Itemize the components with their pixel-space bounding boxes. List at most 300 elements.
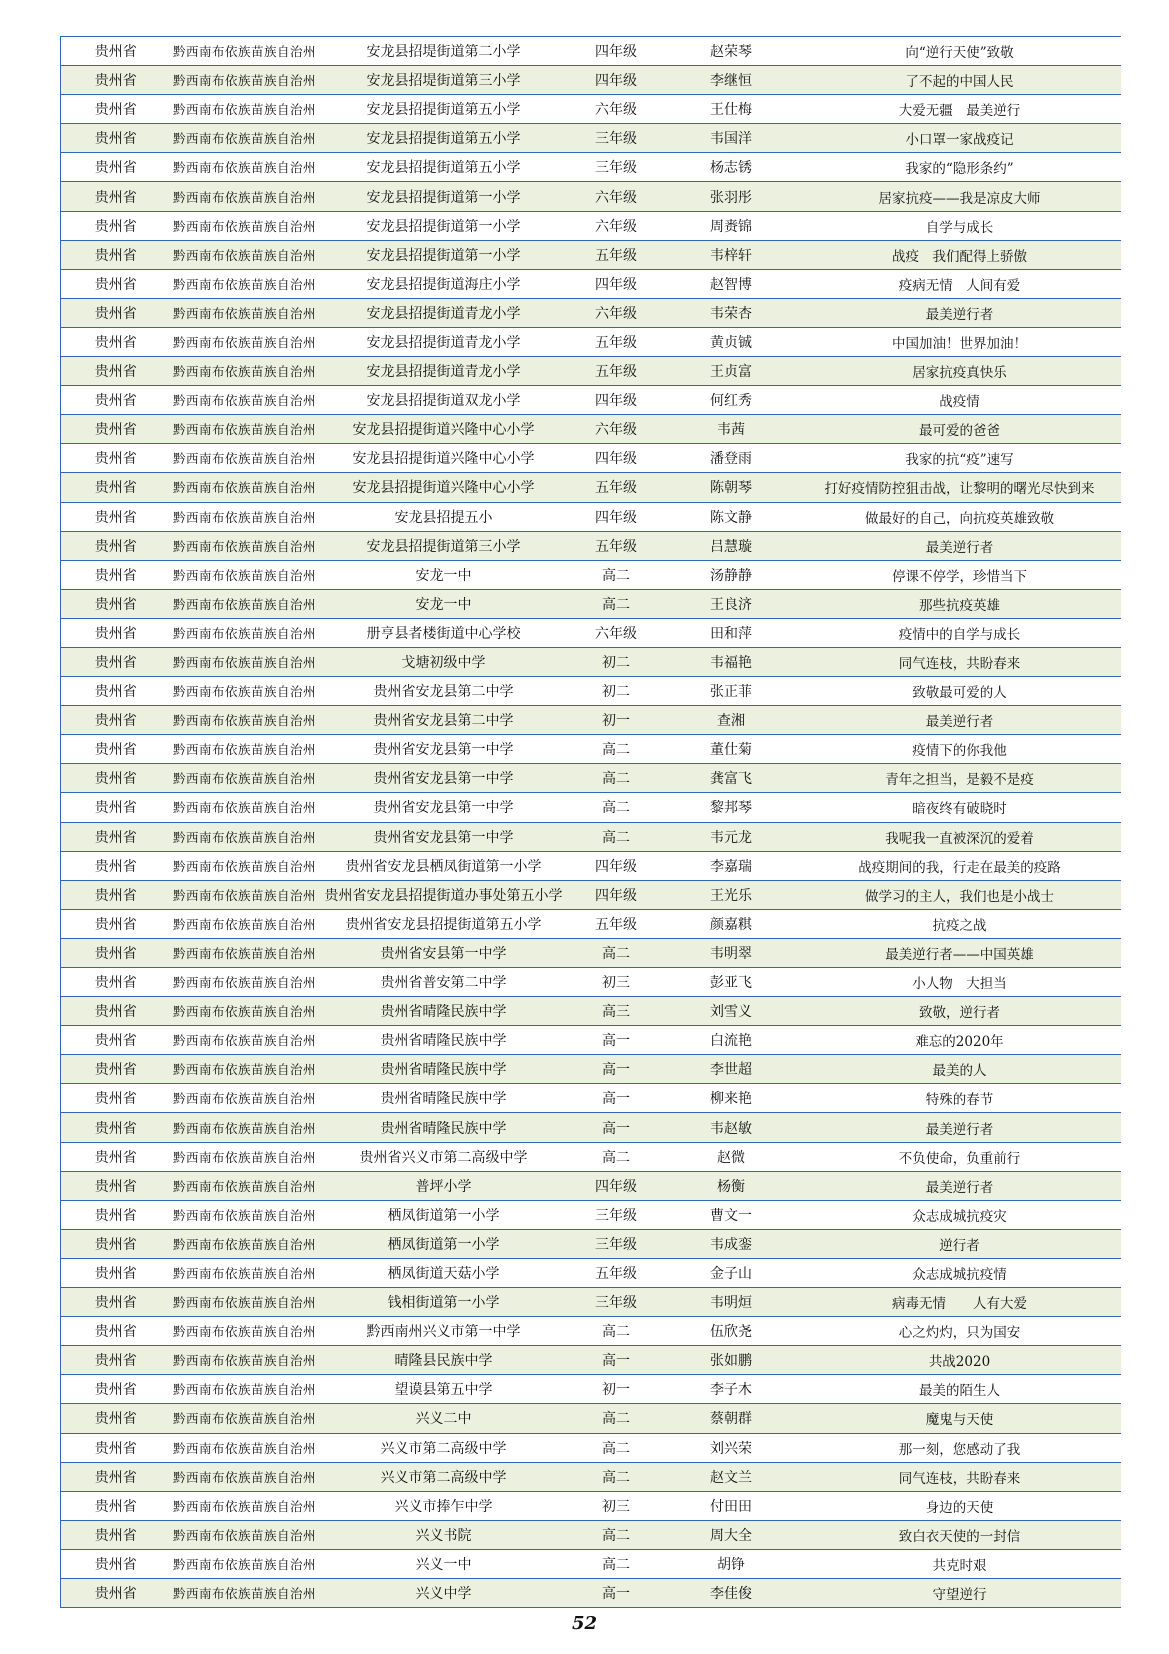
region-cell: 黔西南布依族苗族自治州	[171, 1520, 319, 1549]
essay-title-cell: 魔鬼与天使	[799, 1404, 1121, 1433]
grade-cell: 高二	[569, 1142, 664, 1171]
region-cell: 黔西南布依族苗族自治州	[171, 618, 319, 647]
student-name-cell: 韦成銮	[664, 1229, 799, 1258]
essay-title-cell: 众志成城抗疫灾	[799, 1200, 1121, 1229]
essay-title-cell: 向“逆行天使”致敬	[799, 37, 1121, 66]
student-name-cell: 汤静静	[664, 560, 799, 589]
table-row	[61, 1113, 1121, 1142]
table-row	[61, 793, 1121, 822]
school-cell: 贵州省普安第二中学	[319, 968, 569, 997]
essay-title-cell: 最美逆行者——中国英雄	[799, 938, 1121, 967]
school-cell: 兴义二中	[319, 1404, 569, 1433]
region-cell: 黔西南布依族苗族自治州	[171, 647, 319, 676]
student-name-cell: 王仕梅	[664, 95, 799, 124]
province-cell: 贵州省	[61, 560, 171, 589]
province-cell: 贵州省	[61, 735, 171, 764]
grade-cell: 四年级	[569, 880, 664, 909]
school-cell: 望谟县第五中学	[319, 1375, 569, 1404]
school-cell: 兴义市第二高级中学	[319, 1433, 569, 1462]
table-row	[61, 386, 1121, 415]
grade-cell: 高二	[569, 764, 664, 793]
province-cell: 贵州省	[61, 1258, 171, 1287]
region-cell: 黔西南布依族苗族自治州	[171, 880, 319, 909]
school-cell: 安龙县招提街道第五小学	[319, 153, 569, 182]
student-name-cell: 张正菲	[664, 677, 799, 706]
table-row	[61, 182, 1121, 211]
school-cell: 贵州省晴隆民族中学	[319, 997, 569, 1026]
essay-title-cell: 做学习的主人，我们也是小战士	[799, 880, 1121, 909]
student-name-cell: 李佳俊	[664, 1578, 799, 1607]
grade-cell: 六年级	[569, 211, 664, 240]
school-cell: 贵州省晴隆民族中学	[319, 1084, 569, 1113]
region-cell: 黔西南布依族苗族自治州	[171, 357, 319, 386]
grade-cell: 高一	[569, 1113, 664, 1142]
school-cell: 安龙县招提五小	[319, 502, 569, 531]
region-cell: 黔西南布依族苗族自治州	[171, 298, 319, 327]
school-cell: 晴隆县民族中学	[319, 1346, 569, 1375]
grade-cell: 初二	[569, 677, 664, 706]
essay-title-cell: 小口罩一家战疫记	[799, 124, 1121, 153]
table-row	[61, 1549, 1121, 1578]
region-cell: 黔西南布依族苗族自治州	[171, 1171, 319, 1200]
table-row	[61, 1258, 1121, 1287]
student-name-cell: 韦明烜	[664, 1288, 799, 1317]
school-cell: 安龙县招提街道双龙小学	[319, 386, 569, 415]
province-cell: 贵州省	[61, 124, 171, 153]
student-name-cell: 周赉锦	[664, 211, 799, 240]
student-name-cell: 李继恒	[664, 66, 799, 95]
essay-title-cell: 病毒无情 人有大爱	[799, 1288, 1121, 1317]
essay-title-cell: 逆行者	[799, 1229, 1121, 1258]
student-name-cell: 颜嘉粸	[664, 909, 799, 938]
table-row	[61, 1055, 1121, 1084]
essay-title-cell: 众志成城抗疫情	[799, 1258, 1121, 1287]
school-cell: 贵州省安龙县招提街道第五小学	[319, 909, 569, 938]
table-row	[61, 1317, 1121, 1346]
table-row	[61, 647, 1121, 676]
essay-title-cell: 战疫期间的我，行走在最美的疫路	[799, 851, 1121, 880]
region-cell: 黔西南布依族苗族自治州	[171, 1288, 319, 1317]
province-cell: 贵州省	[61, 1171, 171, 1200]
grade-cell: 三年级	[569, 1229, 664, 1258]
grade-cell: 高二	[569, 938, 664, 967]
school-cell: 贵州省晴隆民族中学	[319, 1113, 569, 1142]
school-cell: 栖凤街道天菇小学	[319, 1258, 569, 1287]
province-cell: 贵州省	[61, 327, 171, 356]
table-row	[61, 1142, 1121, 1171]
region-cell: 黔西南布依族苗族自治州	[171, 1491, 319, 1520]
student-name-cell: 韦梓轩	[664, 240, 799, 269]
region-cell: 黔西南布依族苗族自治州	[171, 1375, 319, 1404]
table-row	[61, 1026, 1121, 1055]
province-cell: 贵州省	[61, 95, 171, 124]
student-name-cell: 吕慧璇	[664, 531, 799, 560]
student-name-cell: 黎邦琴	[664, 793, 799, 822]
essay-title-cell: 同气连枝，共盼春来	[799, 647, 1121, 676]
student-name-cell: 何红秀	[664, 386, 799, 415]
school-cell: 安龙县招提街道青龙小学	[319, 327, 569, 356]
province-cell: 贵州省	[61, 938, 171, 967]
essay-title-cell: 中国加油！世界加油！	[799, 327, 1121, 356]
essay-title-cell: 不负使命，负重前行	[799, 1142, 1121, 1171]
essay-title-cell: 同气连枝，共盼春来	[799, 1462, 1121, 1491]
province-cell: 贵州省	[61, 1433, 171, 1462]
student-name-cell: 白流艳	[664, 1026, 799, 1055]
province-cell: 贵州省	[61, 240, 171, 269]
table-body	[61, 37, 1121, 1608]
student-name-cell: 赵微	[664, 1142, 799, 1171]
region-cell: 黔西南布依族苗族自治州	[171, 1142, 319, 1171]
student-name-cell: 查湘	[664, 706, 799, 735]
school-cell: 安龙县招提街道第一小学	[319, 240, 569, 269]
essay-title-cell: 大爱无疆 最美逆行	[799, 95, 1121, 124]
school-cell: 戈塘初级中学	[319, 647, 569, 676]
table-row	[61, 677, 1121, 706]
school-cell: 钱相街道第一小学	[319, 1288, 569, 1317]
grade-cell: 四年级	[569, 386, 664, 415]
region-cell: 黔西南布依族苗族自治州	[171, 240, 319, 269]
student-name-cell: 黄贞铖	[664, 327, 799, 356]
grade-cell: 六年级	[569, 415, 664, 444]
province-cell: 贵州省	[61, 1404, 171, 1433]
grade-cell: 五年级	[569, 531, 664, 560]
table-row	[61, 706, 1121, 735]
province-cell: 贵州省	[61, 1549, 171, 1578]
student-name-cell: 王贞富	[664, 357, 799, 386]
essay-title-cell: 最可爱的爸爸	[799, 415, 1121, 444]
essay-title-cell: 疫情中的自学与成长	[799, 618, 1121, 647]
province-cell: 贵州省	[61, 66, 171, 95]
table-row	[61, 618, 1121, 647]
student-name-cell: 龚富飞	[664, 764, 799, 793]
essay-title-cell: 战疫情	[799, 386, 1121, 415]
grade-cell: 高二	[569, 1317, 664, 1346]
province-cell: 贵州省	[61, 1229, 171, 1258]
region-cell: 黔西南布依族苗族自治州	[171, 968, 319, 997]
table-row	[61, 1404, 1121, 1433]
region-cell: 黔西南布依族苗族自治州	[171, 182, 319, 211]
region-cell: 黔西南布依族苗族自治州	[171, 1549, 319, 1578]
school-cell: 贵州省安龙县第一中学	[319, 822, 569, 851]
grade-cell: 四年级	[569, 444, 664, 473]
student-name-cell: 彭亚飞	[664, 968, 799, 997]
table-row	[61, 968, 1121, 997]
region-cell: 黔西南布依族苗族自治州	[171, 386, 319, 415]
province-cell: 贵州省	[61, 1288, 171, 1317]
table-row	[61, 589, 1121, 618]
grade-cell: 初一	[569, 1375, 664, 1404]
student-name-cell: 王光乐	[664, 880, 799, 909]
table-row	[61, 357, 1121, 386]
school-cell: 贵州省安龙县第二中学	[319, 706, 569, 735]
school-cell: 兴义中学	[319, 1578, 569, 1607]
school-cell: 兴义书院	[319, 1520, 569, 1549]
region-cell: 黔西南布依族苗族自治州	[171, 269, 319, 298]
student-name-cell: 胡铮	[664, 1549, 799, 1578]
region-cell: 黔西南布依族苗族自治州	[171, 1317, 319, 1346]
essay-title-cell: 致白衣天使的一封信	[799, 1520, 1121, 1549]
region-cell: 黔西南布依族苗族自治州	[171, 997, 319, 1026]
school-cell: 安龙县招提街道第一小学	[319, 211, 569, 240]
essay-title-cell: 共克时艰	[799, 1549, 1121, 1578]
region-cell: 黔西南布依族苗族自治州	[171, 1200, 319, 1229]
table-row	[61, 1346, 1121, 1375]
essay-title-cell: 了不起的中国人民	[799, 66, 1121, 95]
province-cell: 贵州省	[61, 1491, 171, 1520]
province-cell: 贵州省	[61, 618, 171, 647]
essay-title-cell: 停课不停学，珍惜当下	[799, 560, 1121, 589]
student-name-cell: 韦赵敏	[664, 1113, 799, 1142]
region-cell: 黔西南布依族苗族自治州	[171, 938, 319, 967]
school-cell: 贵州省安龙县第一中学	[319, 735, 569, 764]
essay-title-cell: 疫情下的你我他	[799, 735, 1121, 764]
region-cell: 黔西南布依族苗族自治州	[171, 589, 319, 618]
table-row	[61, 502, 1121, 531]
school-cell: 安龙县招提街道青龙小学	[319, 298, 569, 327]
school-cell: 贵州省安龙县栖凤街道第一小学	[319, 851, 569, 880]
essay-title-cell: 我呢我一直被深沉的爱着	[799, 822, 1121, 851]
student-name-cell: 韦元龙	[664, 822, 799, 851]
school-cell: 安龙县招提街道第五小学	[319, 124, 569, 153]
grade-cell: 四年级	[569, 37, 664, 66]
school-cell: 安龙县招提街道第三小学	[319, 531, 569, 560]
essay-title-cell: 那些抗疫英雄	[799, 589, 1121, 618]
province-cell: 贵州省	[61, 851, 171, 880]
region-cell: 黔西南布依族苗族自治州	[171, 502, 319, 531]
school-cell: 黔西南州兴义市第一中学	[319, 1317, 569, 1346]
essay-title-cell: 居家抗疫——我是凉皮大师	[799, 182, 1121, 211]
table-row	[61, 66, 1121, 95]
grade-cell: 四年级	[569, 1171, 664, 1200]
province-cell: 贵州省	[61, 677, 171, 706]
table-row	[61, 822, 1121, 851]
essay-title-cell: 最美逆行者	[799, 706, 1121, 735]
essay-title-cell: 居家抗疫真快乐	[799, 357, 1121, 386]
table-row	[61, 1084, 1121, 1113]
grade-cell: 高二	[569, 1404, 664, 1433]
student-name-cell: 蔡朝群	[664, 1404, 799, 1433]
table-row	[61, 997, 1121, 1026]
essay-title-cell: 心之灼灼，只为国安	[799, 1317, 1121, 1346]
grade-cell: 初二	[569, 647, 664, 676]
province-cell: 贵州省	[61, 880, 171, 909]
student-name-cell: 田和萍	[664, 618, 799, 647]
essay-title-cell: 自学与成长	[799, 211, 1121, 240]
essay-title-cell: 青年之担当，是毅不是疫	[799, 764, 1121, 793]
essay-title-cell: 身边的天使	[799, 1491, 1121, 1520]
region-cell: 黔西南布依族苗族自治州	[171, 764, 319, 793]
province-cell: 贵州省	[61, 822, 171, 851]
grade-cell: 六年级	[569, 298, 664, 327]
province-cell: 贵州省	[61, 444, 171, 473]
province-cell: 贵州省	[61, 531, 171, 560]
student-name-cell: 韦国洋	[664, 124, 799, 153]
grade-cell: 三年级	[569, 153, 664, 182]
table-row	[61, 95, 1121, 124]
grade-cell: 高二	[569, 1433, 664, 1462]
table-row	[61, 1433, 1121, 1462]
province-cell: 贵州省	[61, 1317, 171, 1346]
school-cell: 册亨县者楼街道中心学校	[319, 618, 569, 647]
table-row	[61, 124, 1121, 153]
essay-title-cell: 最美逆行者	[799, 531, 1121, 560]
table-row	[61, 153, 1121, 182]
province-cell: 贵州省	[61, 1346, 171, 1375]
student-name-cell: 赵智博	[664, 269, 799, 298]
essay-title-cell: 小人物 大担当	[799, 968, 1121, 997]
province-cell: 贵州省	[61, 1113, 171, 1142]
school-cell: 贵州省安县第一中学	[319, 938, 569, 967]
school-cell: 兴义市捧乍中学	[319, 1491, 569, 1520]
essay-title-cell: 打好疫情防控狙击战，让黎明的曙光尽快到来	[799, 473, 1121, 502]
region-cell: 黔西南布依族苗族自治州	[171, 66, 319, 95]
grade-cell: 四年级	[569, 66, 664, 95]
school-cell: 栖凤街道第一小学	[319, 1200, 569, 1229]
essay-title-cell: 守望逆行	[799, 1578, 1121, 1607]
school-cell: 贵州省晴隆民族中学	[319, 1026, 569, 1055]
table-row	[61, 851, 1121, 880]
region-cell: 黔西南布依族苗族自治州	[171, 1258, 319, 1287]
region-cell: 黔西南布依族苗族自治州	[171, 1055, 319, 1084]
grade-cell: 高二	[569, 1462, 664, 1491]
province-cell: 贵州省	[61, 182, 171, 211]
region-cell: 黔西南布依族苗族自治州	[171, 851, 319, 880]
grade-cell: 三年级	[569, 1288, 664, 1317]
school-cell: 安龙县招提街道青龙小学	[319, 357, 569, 386]
province-cell: 贵州省	[61, 1026, 171, 1055]
province-cell: 贵州省	[61, 269, 171, 298]
table-row	[61, 938, 1121, 967]
grade-cell: 高二	[569, 822, 664, 851]
province-cell: 贵州省	[61, 1084, 171, 1113]
province-cell: 贵州省	[61, 298, 171, 327]
student-name-cell: 柳来艳	[664, 1084, 799, 1113]
table-row	[61, 1520, 1121, 1549]
essay-title-cell: 最美的人	[799, 1055, 1121, 1084]
region-cell: 黔西南布依族苗族自治州	[171, 706, 319, 735]
grade-cell: 四年级	[569, 502, 664, 531]
grade-cell: 三年级	[569, 1200, 664, 1229]
essay-title-cell: 最美的陌生人	[799, 1375, 1121, 1404]
student-name-cell: 刘雪义	[664, 997, 799, 1026]
province-cell: 贵州省	[61, 589, 171, 618]
table-row	[61, 1171, 1121, 1200]
grade-cell: 五年级	[569, 473, 664, 502]
table-row	[61, 473, 1121, 502]
table-row	[61, 880, 1121, 909]
province-cell: 贵州省	[61, 1055, 171, 1084]
school-cell: 贵州省晴隆民族中学	[319, 1055, 569, 1084]
student-name-cell: 付田田	[664, 1491, 799, 1520]
province-cell: 贵州省	[61, 357, 171, 386]
student-name-cell: 杨衡	[664, 1171, 799, 1200]
table-row	[61, 1375, 1121, 1404]
grade-cell: 初三	[569, 968, 664, 997]
table-row	[61, 327, 1121, 356]
grade-cell: 六年级	[569, 95, 664, 124]
region-cell: 黔西南布依族苗族自治州	[171, 153, 319, 182]
table-row	[61, 1491, 1121, 1520]
province-cell: 贵州省	[61, 211, 171, 240]
province-cell: 贵州省	[61, 968, 171, 997]
essay-title-cell: 抗疫之战	[799, 909, 1121, 938]
school-cell: 贵州省安龙县第二中学	[319, 677, 569, 706]
region-cell: 黔西南布依族苗族自治州	[171, 1084, 319, 1113]
essay-title-cell: 暗夜终有破晓时	[799, 793, 1121, 822]
grade-cell: 六年级	[569, 618, 664, 647]
province-cell: 贵州省	[61, 706, 171, 735]
province-cell: 贵州省	[61, 1578, 171, 1607]
province-cell: 贵州省	[61, 647, 171, 676]
grade-cell: 四年级	[569, 851, 664, 880]
essay-title-cell: 难忘的2020年	[799, 1026, 1121, 1055]
school-cell: 贵州省安龙县第一中学	[319, 793, 569, 822]
student-name-cell: 李嘉瑞	[664, 851, 799, 880]
student-name-cell: 杨志锈	[664, 153, 799, 182]
school-cell: 安龙一中	[319, 589, 569, 618]
student-name-cell: 张羽彤	[664, 182, 799, 211]
school-cell: 安龙县招提街道第五小学	[319, 95, 569, 124]
essay-title-cell: 最美逆行者	[799, 1171, 1121, 1200]
school-cell: 安龙县招提街道海庄小学	[319, 269, 569, 298]
school-cell: 安龙一中	[319, 560, 569, 589]
table-row	[61, 444, 1121, 473]
student-name-cell: 周大全	[664, 1520, 799, 1549]
region-cell: 黔西南布依族苗族自治州	[171, 473, 319, 502]
region-cell: 黔西南布依族苗族自治州	[171, 560, 319, 589]
region-cell: 黔西南布依族苗族自治州	[171, 415, 319, 444]
region-cell: 黔西南布依族苗族自治州	[171, 95, 319, 124]
region-cell: 黔西南布依族苗族自治州	[171, 327, 319, 356]
region-cell: 黔西南布依族苗族自治州	[171, 124, 319, 153]
grade-cell: 高二	[569, 589, 664, 618]
award-list-table	[60, 36, 1121, 1608]
grade-cell: 五年级	[569, 1258, 664, 1287]
table-row	[61, 909, 1121, 938]
student-name-cell: 金子山	[664, 1258, 799, 1287]
essay-title-cell: 我家的抗“疫”速写	[799, 444, 1121, 473]
grade-cell: 五年级	[569, 240, 664, 269]
table-row	[61, 764, 1121, 793]
table-row	[61, 240, 1121, 269]
table-row	[61, 211, 1121, 240]
region-cell: 黔西南布依族苗族自治州	[171, 909, 319, 938]
region-cell: 黔西南布依族苗族自治州	[171, 1346, 319, 1375]
province-cell: 贵州省	[61, 793, 171, 822]
region-cell: 黔西南布依族苗族自治州	[171, 793, 319, 822]
student-name-cell: 赵文兰	[664, 1462, 799, 1491]
table-row	[61, 415, 1121, 444]
student-name-cell: 陈文静	[664, 502, 799, 531]
region-cell: 黔西南布依族苗族自治州	[171, 822, 319, 851]
award-list-table-container	[60, 36, 1120, 1608]
student-name-cell: 张如鹏	[664, 1346, 799, 1375]
grade-cell: 五年级	[569, 909, 664, 938]
region-cell: 黔西南布依族苗族自治州	[171, 677, 319, 706]
grade-cell: 高一	[569, 1055, 664, 1084]
table-row	[61, 298, 1121, 327]
region-cell: 黔西南布依族苗族自治州	[171, 1026, 319, 1055]
province-cell: 贵州省	[61, 764, 171, 793]
school-cell: 兴义市第二高级中学	[319, 1462, 569, 1491]
school-cell: 兴义一中	[319, 1549, 569, 1578]
page-number: 52	[571, 1613, 598, 1634]
grade-cell: 高二	[569, 560, 664, 589]
student-name-cell: 王良济	[664, 589, 799, 618]
student-name-cell: 潘登雨	[664, 444, 799, 473]
region-cell: 黔西南布依族苗族自治州	[171, 1229, 319, 1258]
essay-title-cell: 最美逆行者	[799, 1113, 1121, 1142]
